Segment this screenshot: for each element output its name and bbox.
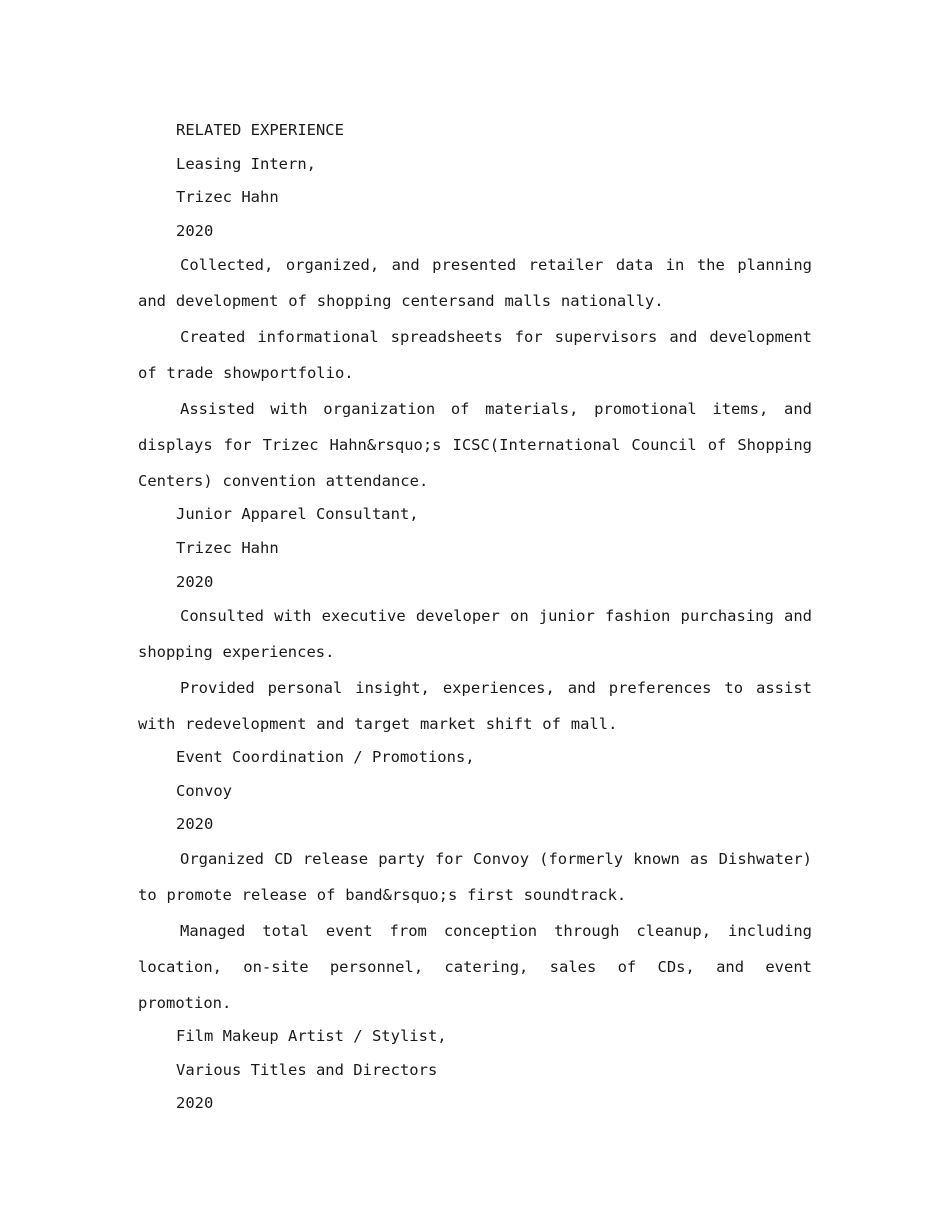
year: 2020: [176, 1094, 214, 1113]
document-body: [138, 114, 812, 1121]
year: 2020: [176, 815, 214, 834]
duty-paragraph: Managed total event from conception through cleanup, including location, on-site personnel, catering, sales of CDs, and event promotion.: [138, 921, 812, 1012]
year: 2020: [176, 572, 214, 591]
job-title: Junior Apparel Consultant,: [176, 505, 419, 524]
duty-paragraph: Consulted with executive developer on junior fashion purchasing and shopping experiences.: [138, 607, 812, 662]
employer: Convoy: [176, 781, 232, 800]
job-title: Film Makeup Artist / Stylist,: [176, 1026, 447, 1045]
employer: Various Titles and Directors: [176, 1060, 438, 1079]
duty-paragraph: Provided personal insight, experiences, and preferences to assist with redevelopment and target market shift of mall.: [138, 679, 812, 734]
employer: Trizec Hahn: [176, 188, 279, 207]
duty-paragraph: Assisted with organization of materials, promotional items, and displays for Trizec Hahn&rsquo;s ICSC(International Council of Shopping Centers) convention attendance.: [138, 400, 812, 491]
section-heading: RELATED EXPERIENCE: [176, 121, 344, 139]
job-title: Leasing Intern,: [176, 154, 316, 173]
duty-paragraph: Collected, organized, and presented retailer data in the planning and development of shopping centersand malls nationally.: [138, 256, 812, 311]
employer: Trizec Hahn: [176, 538, 279, 557]
year: 2020: [176, 221, 214, 240]
duty-paragraph: Created informational spreadsheets for supervisors and development of trade showportfolio.: [138, 328, 812, 383]
duty-paragraph: Organized CD release party for Convoy (formerly known as Dishwater) to promote release of band&rsquo;s first soundtrack.: [138, 849, 812, 904]
job-title: Event Coordination / Promotions,: [176, 748, 475, 767]
